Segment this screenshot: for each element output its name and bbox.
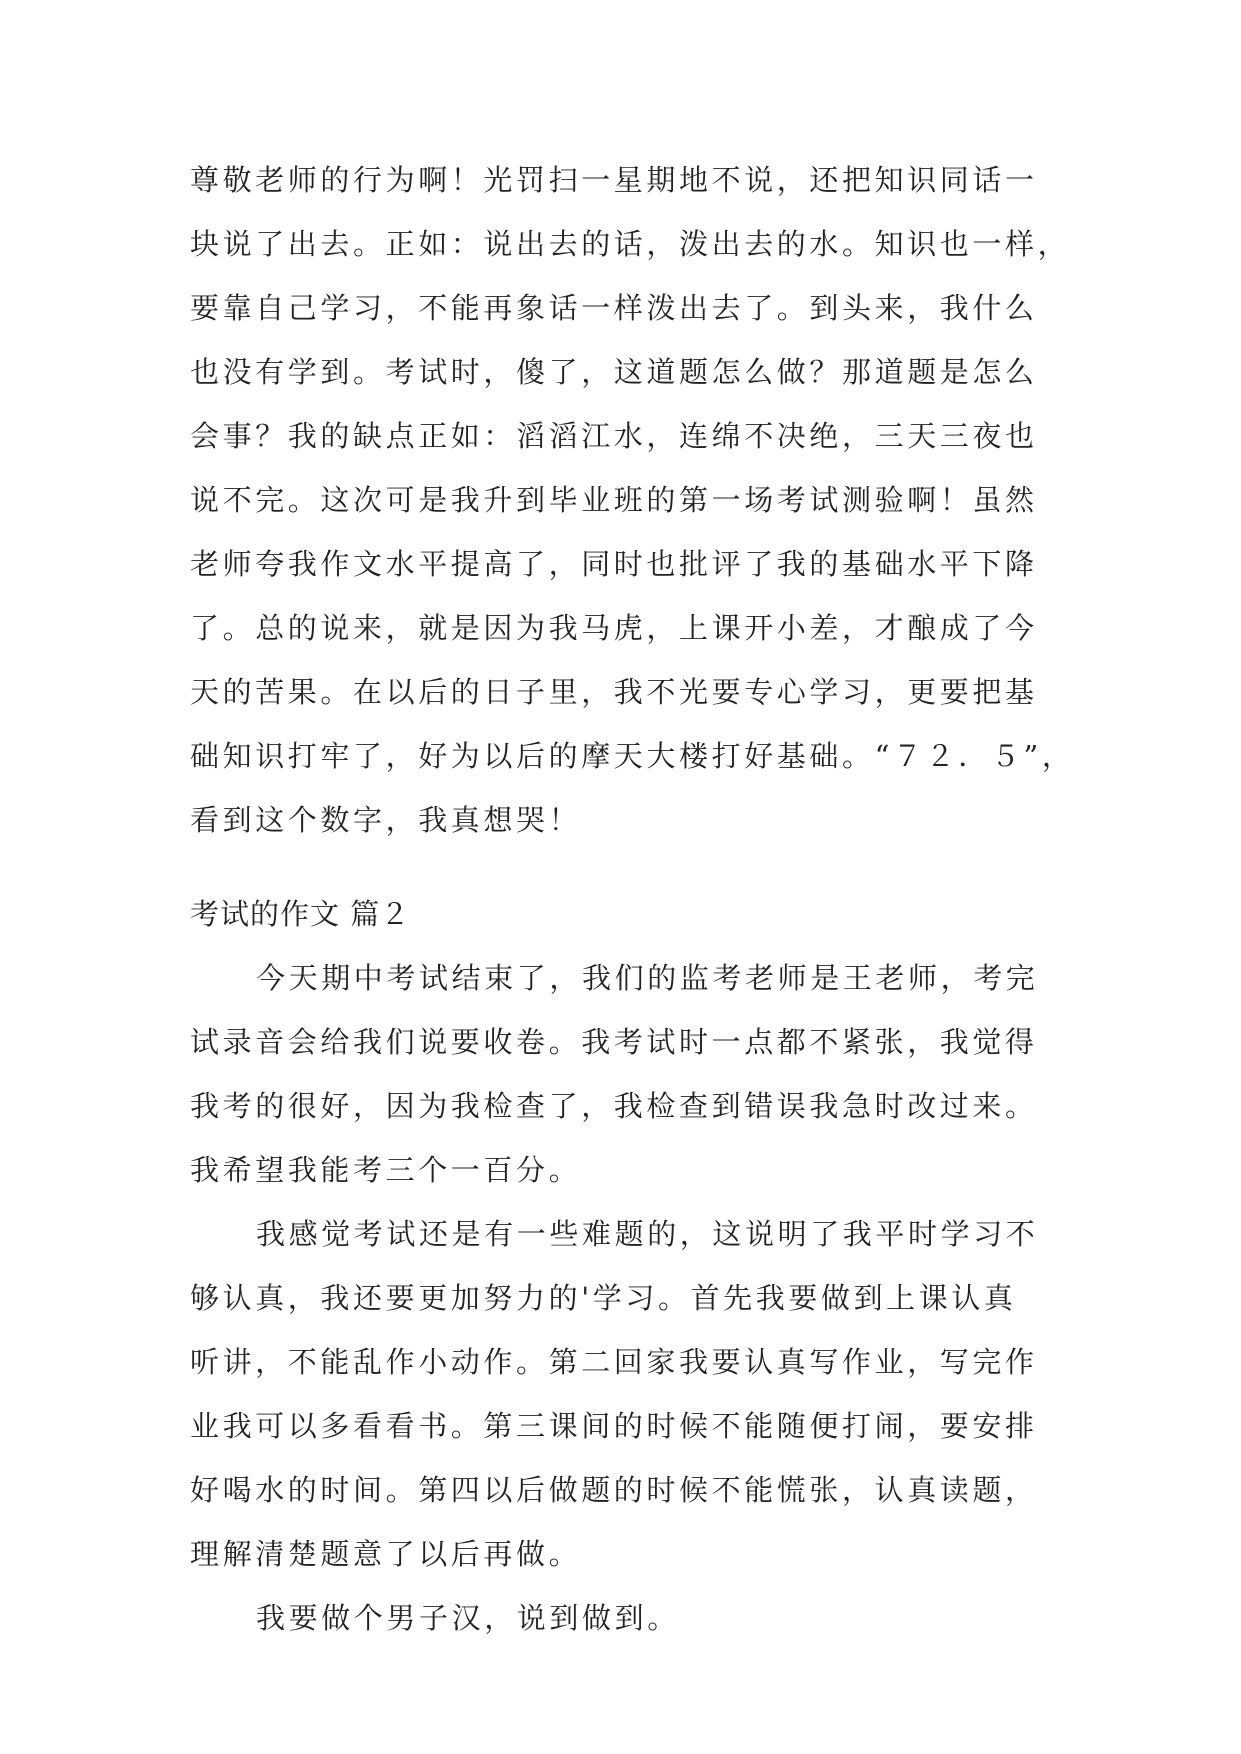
paragraph-first-line: 我要做个男子汉，说到做到。 xyxy=(256,1601,680,1635)
text-line: 块说了出去。正如：说出去的话，泼出去的水。知识也一样， xyxy=(190,227,1071,261)
text-line: 业我可以多看看书。第三课间的时候不能随便打闹，要安排 xyxy=(190,1409,1038,1443)
text-line: 天的苦果。在以后的日子里，我不光要专心学习，更要把基 xyxy=(190,675,1038,709)
text-line: 理解清楚题意了以后再做。 xyxy=(190,1537,582,1571)
text-line: 看到这个数字，我真想哭！ xyxy=(190,803,582,837)
text-line: 础知识打牢了，好为以后的摩天大楼打好基础。“７２．５”， xyxy=(190,739,1075,773)
text-line: 我希望我能考三个一百分。 xyxy=(190,1153,582,1187)
text-line: 听讲，不能乱作小动作。第二回家我要认真写作业，写完作 xyxy=(190,1345,1038,1379)
text-line: 好喝水的时间。第四以后做题的时候不能慌张，认真读题， xyxy=(190,1473,1038,1507)
text-line: 够认真，我还要更加努力的'学习。首先我要做到上课认真 xyxy=(190,1281,1017,1315)
text-line: 试录音会给我们说要收卷。我考试时一点都不紧张，我觉得 xyxy=(190,1025,1038,1059)
text-line: 尊敬老师的行为啊！光罚扫一星期地不说，还把知识同话一 xyxy=(190,163,1038,197)
text-line: 也没有学到。考试时，傻了，这道题怎么做？那道题是怎么 xyxy=(190,355,1038,389)
text-line: 了。总的说来，就是因为我马虎，上课开小差，才酿成了今 xyxy=(190,611,1038,645)
text-line: 老师夸我作文水平提高了，同时也批评了我的基础水平下降 xyxy=(190,547,1038,581)
text-line: 会事？我的缺点正如：滔滔江水，连绵不决绝，三天三夜也 xyxy=(190,419,1038,453)
text-line: 说不完。这次可是我升到毕业班的第一场考试测验啊！虽然 xyxy=(190,483,1038,517)
paragraph-first-line: 我感觉考试还是有一些难题的，这说明了我平时学习不 xyxy=(256,1217,1039,1251)
text-line: 要靠自己学习，不能再象话一样泼出去了。到头来，我什么 xyxy=(190,291,1038,325)
section-title: 考试的作文 篇２ xyxy=(190,897,411,931)
paragraph-first-line: 今天期中考试结束了，我们的监考老师是王老师，考完 xyxy=(256,961,1039,995)
text-line: 我考的很好，因为我检查了，我检查到错误我急时改过来。 xyxy=(190,1089,1038,1123)
